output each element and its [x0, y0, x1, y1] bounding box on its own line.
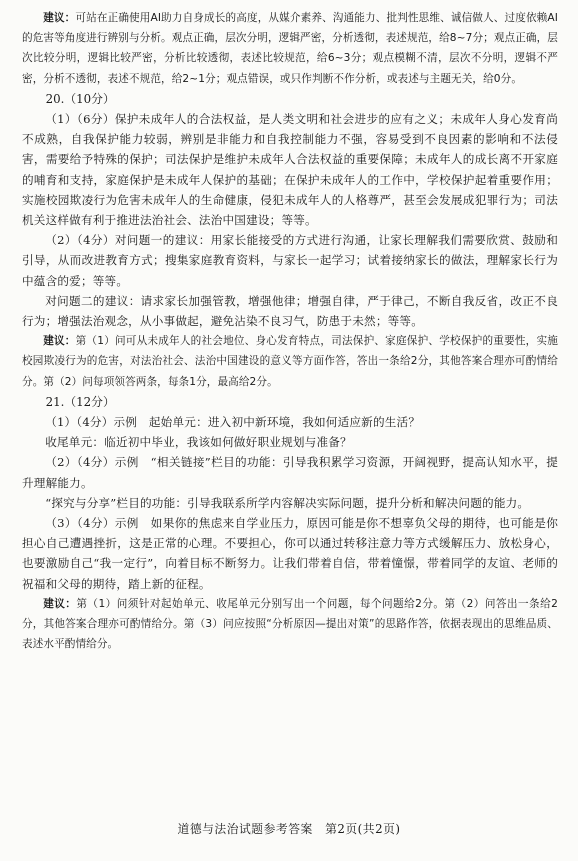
suggestion-text: 第（1）问须针对起始单元、收尾单元分别写出一个问题，每个问题给2分。第（2）问答出一条给2分，其他答案合理亦可酌情给分。第（3）问应按照“分析原因—提出对策”的思路作答，依据表现出的思维品质、表述水平酌情给分。 [22, 597, 558, 651]
q21-part2-answer-b: “探究与分享”栏目的功能：引导我联系所学内容解决实际问题，提升分析和解决问题的能力。 [45, 495, 530, 510]
q20-part2-answer-b: 对问题二的建议：请求家长加强管教，增强他律；增强自律，严于律己，不断自我反省，改正不良行为；增强法治观念，从小事做起，避免沾染不良习气，防患于未然；等等。 [22, 293, 558, 329]
suggestion-text: 第（1）问可从未成年人的社会地位、身心发育特点，司法保护、家庭保护、学校保护的重要性，实施校园欺凌行为的危害，对法治社会、法治中国建设的意义等方面作答，答出一条给2分，其他答案合理亦可酌情给分。第（2）问每项领答两条，每条1分，最高给2分。 [22, 335, 558, 388]
q21-part3-answer: （3）（4分）示例 如果你的焦虑来自学业压力，原因可能是你不想辜负父母的期待，也可能是你担心自己遭遇挫折，这是正常的心理。不要担心，你可以通过转移注意力等方式缓解压力、放松身心，也要激励自己“我一定行”，向着目标不断努力。让我们带着自信，带着憧憬，带着同学的友谊、老师的祝福和父母的期待，踏上新的征程。 [22, 516, 558, 591]
q21-heading: 21.（12分） [45, 394, 115, 409]
q21-part2-answer-a: （2）（4分）示例 “相关链接”栏目的功能：引导我积累学习资源，开阔视野，提高认知水平，提升理解能力。 [22, 455, 558, 490]
q20-part2-answer-a: （2）（4分）对问题一的建议：用家长能接受的方式进行沟通，让家长理解我们需要欣赏、鼓励和引导，从而改进教育方式；搜集家庭教育资料，与家长一起学习；试着接纳家长的做法，理解家长行为中蕴含的爱；等等。 [22, 233, 558, 288]
suggestion-label: 建议： [43, 335, 76, 348]
q21-part1-answer-b: 收尾单元：临近初中毕业，我该如何做好职业规划与准备？ [45, 435, 352, 450]
page-footer: 道德与法治试题参考答案 第2页(共2页) [177, 822, 401, 836]
suggestion-text: 可站在正确使用AI助力自身成长的高度，从媒介素养、沟通能力、批判性思维、诚信做人、过度依赖AI的危害等角度进行辨别与分析。观点正确，层次分明，逻辑严密，分析透彻，表述规范，给8~7分；观点正确，层次比较分明，逻辑比较严密，分析比较透彻，表述比较规范，给6~3分；观点模糊不清，层次不分明，逻辑不严密，分析不透彻，表述不规范，给2~1分；观点错误，或只作判断不作分析，或表述与主题无关，给0分。 [22, 12, 558, 85]
q21-part1-answer-a: （1）（4分）示例 起始单元：进入初中新环境，我如何适应新的生活？ [45, 415, 421, 430]
suggestion-label: 建议： [43, 12, 76, 24]
suggestion-label: 建议： [43, 597, 77, 610]
q21-suggestion [22, 594, 558, 655]
q20-part1-answer: （1）（6分）保护未成年人的合法权益，是人类文明和社会进步的应有之义；未成年人身心发育尚不成熟，自我保护能力较弱，辨别是非能力和自我控制能力不强，容易受到不良因素的影响和不法侵害，需要给予特殊的保护；司法保护是维护未成年人合法权益的重要保障；未成年人的成长离不开家庭的哺育和支持，家庭保护是未成年人保护的基础；在保护未成年人的工作中，学校保护起着重要作用；实施校园欺凌行为危害未成年人的生命健康，侵犯未成年人的人格尊严，甚至会发展成犯罪行为；司法机关这样做有利于推进法治社会、法治中国建设；等等。 [22, 112, 558, 228]
q20-suggestion [22, 331, 558, 392]
q20-heading: 20.（10分） [45, 91, 115, 106]
q19-suggestion [22, 8, 558, 89]
